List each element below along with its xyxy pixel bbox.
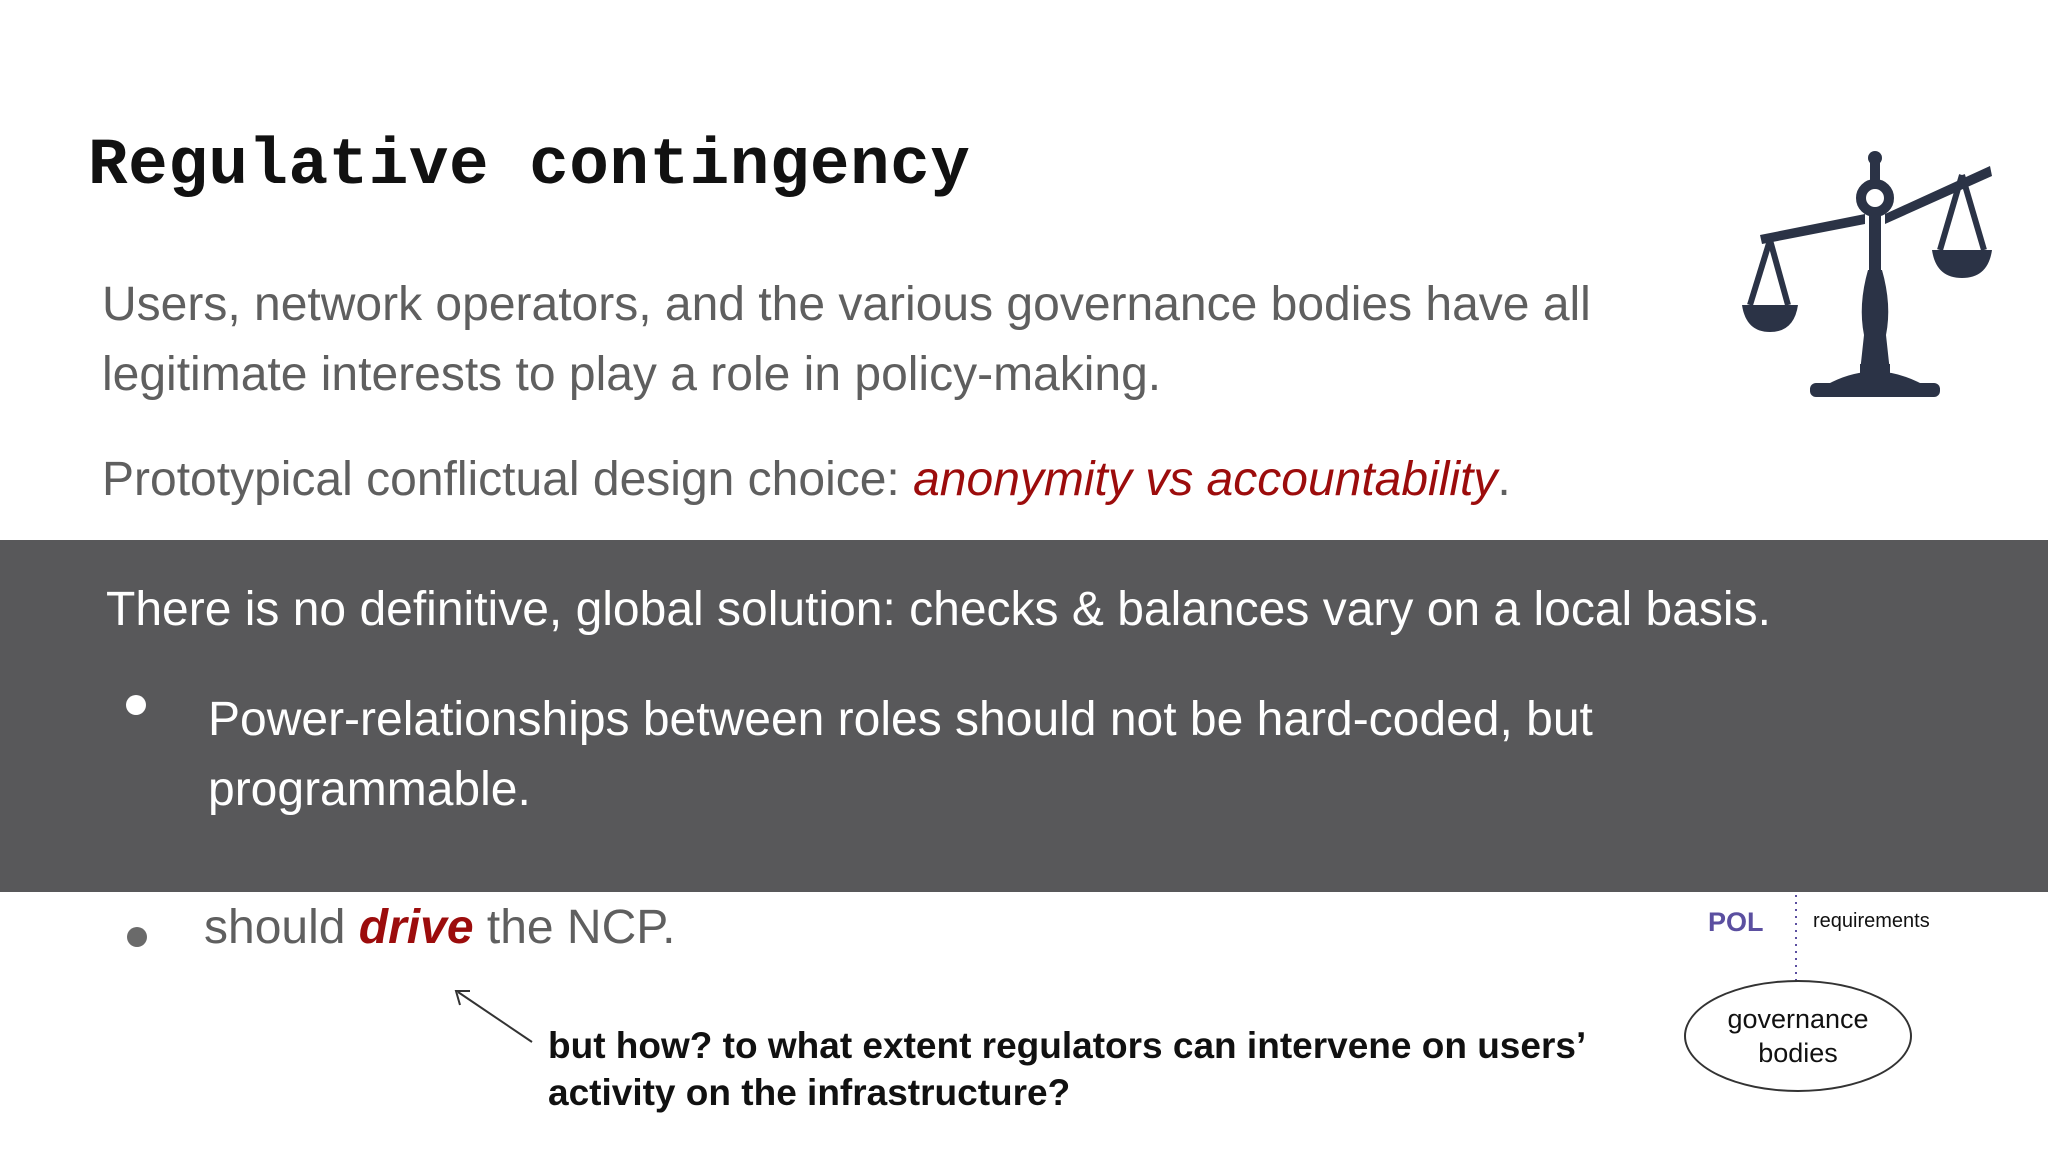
arrow-icon	[450, 985, 540, 1045]
drive-bullet-suffix: the NCP.	[473, 901, 676, 954]
slide-title: Regulative contingency	[88, 128, 971, 203]
dotted-connector	[1793, 895, 1799, 985]
design-choice-emphasis: anonymity vs accountability	[913, 453, 1498, 506]
overlay-bullet-text: Power-relationships between roles should not be hard-coded, but programmable.	[208, 693, 1593, 816]
intro-paragraph: Users, network operators, and the various governance bodies have all legitimate interests to play a role in policy-making.	[102, 278, 1591, 401]
drive-bullet-prefix: should	[204, 901, 359, 954]
governance-bodies-label: governance bodies	[1727, 1004, 1869, 1068]
question-note: but how? to what extent regulators can intervene on users’ activity on the infrastructure?	[548, 1025, 1585, 1113]
bullet-dot	[127, 927, 147, 947]
requirements-label: requirements	[1813, 910, 1930, 932]
overlay-statement: There is no definitive, global solution: checks & balances vary on a local basis.	[106, 583, 1771, 636]
overlay-bullet-dot	[126, 695, 146, 715]
scales-of-justice-icon	[1740, 140, 2010, 410]
pol-label: POL	[1708, 907, 1764, 937]
design-choice-paragraph	[102, 445, 1511, 515]
governance-bodies-node	[1684, 980, 1912, 1092]
design-choice-prefix: Prototypical conflictual design choice:	[102, 453, 914, 506]
drive-bullet-emphasis: drive	[358, 901, 474, 954]
drive-bullet-text	[204, 900, 675, 955]
design-choice-suffix: .	[1497, 453, 1511, 506]
